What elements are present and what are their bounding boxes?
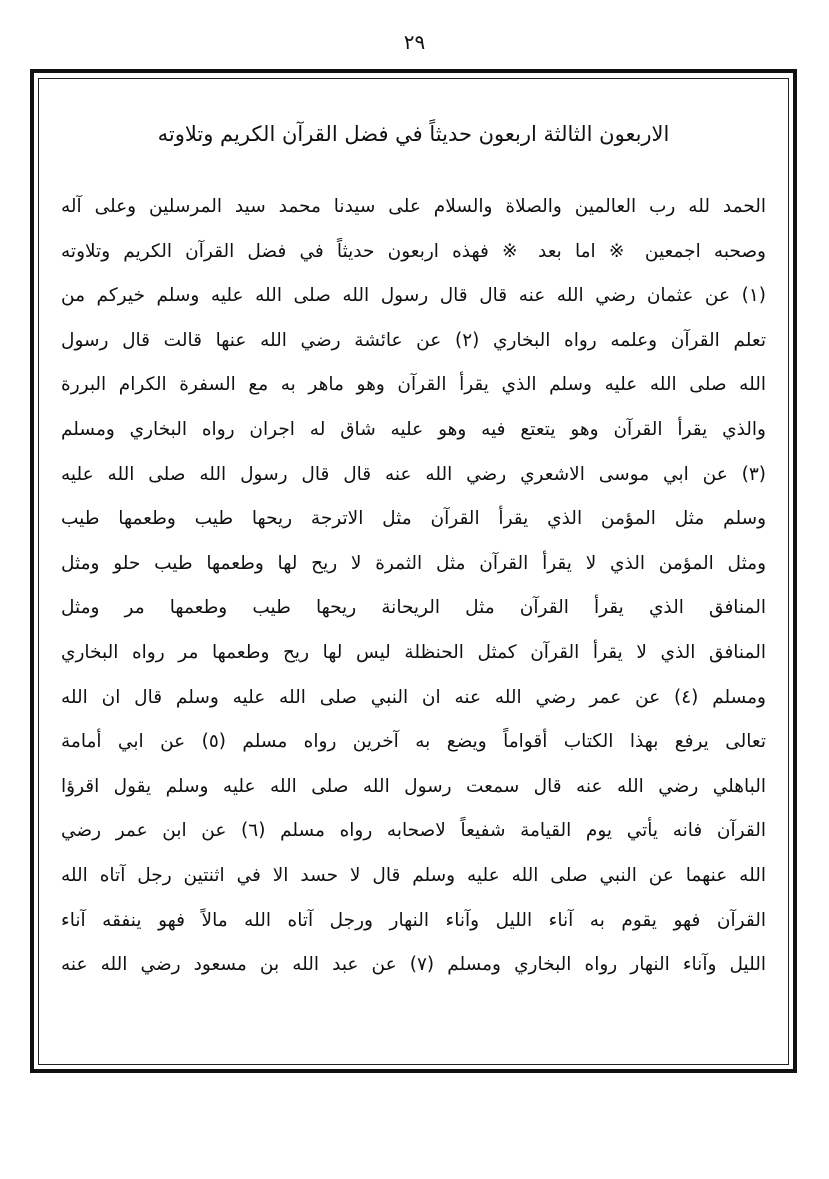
section-heading: الاربعون الثالثة اربعون حديثاً في فضل القرآن الكريم وتلاوته	[157, 122, 670, 146]
text-line: الليل وآناء النهار رواه البخاري ومسلم (٧) عن عبد الله بن مسعود رضي الله عنه	[61, 954, 766, 976]
text-line: الحمد لله رب العالمين والصلاة والسلام على سيدنا محمد سيد المرسلين وعلى آله	[61, 196, 766, 217]
text-line: ومسلم (٤) عن عمر رضي الله عنه ان النبي صلى الله عليه وسلم قال ان الله	[61, 686, 766, 708]
text-line: الله صلى الله عليه وسلم الذي يقرأ القرآن وهو ماهر به مع السفرة الكرام البررة	[61, 374, 766, 396]
text-line: (١) عن عثمان رضي الله عنه قال قال رسول الله صلى الله عليه وسلم خيركم من	[61, 285, 766, 307]
text-line: القرآن فانه يأتي يوم القيامة شفيعاً لاصحابه رواه مسلم (٦) عن ابن عمر رضي	[61, 820, 766, 842]
text-line: (٣) عن ابي موسى الاشعري رضي الله عنه قال قال رسول الله صلى الله عليه	[61, 463, 766, 485]
body-text	[61, 185, 766, 988]
text-line: المنافق الذي لا يقرأ القرآن كمثل الحنظلة ليس لها ريح وطعمها مر رواه البخاري	[61, 641, 766, 663]
text-line: الله عنهما عن النبي صلى الله عليه وسلم قال لا حسد الا في اثنتين رجل آتاه الله	[61, 864, 766, 886]
text-line: القرآن فهو يقوم به آناء الليل وآناء النهار ورجل آتاه الله مالاً فهو ينفقه آناء	[61, 909, 766, 931]
text-line: والذي يقرأ القرآن وهو يتعتع فيه وهو عليه شاق له اجران رواه البخاري ومسلم	[61, 418, 766, 440]
text-line: ومثل المؤمن الذي لا يقرأ القرآن مثل الثمرة لا ريح لها وطعمها طيب حلو ومثل	[61, 552, 766, 574]
text-line: الباهلي رضي الله عنه قال سمعت رسول الله صلى الله عليه وسلم يقول اقرؤا	[61, 775, 766, 797]
text-line: تعلم القرآن وعلمه رواه البخاري (٢) عن عائشة رضي الله عنها قالت قال رسول	[61, 329, 766, 351]
page-border	[30, 69, 797, 1073]
text-line: وصحبه اجمعين ※ اما بعد ※ فهذه اربعون حديثاً في فضل القرآن الكريم وتلاوته	[61, 240, 766, 262]
text-line: تعالى يرفع بهذا الكتاب أقواماً ويضع به آخرين رواه مسلم (٥) عن ابي أمامة	[61, 731, 766, 753]
inner-border	[38, 78, 789, 1065]
page-number: ٢٩	[403, 30, 426, 54]
text-line: وسلم مثل المؤمن الذي يقرأ القرآن مثل الاترجة ريحها طيب وطعمها طيب	[61, 508, 766, 530]
text-line: المنافق الذي يقرأ القرآن مثل الريحانة ريحها طيب وطعمها مر ومثل	[61, 597, 766, 619]
